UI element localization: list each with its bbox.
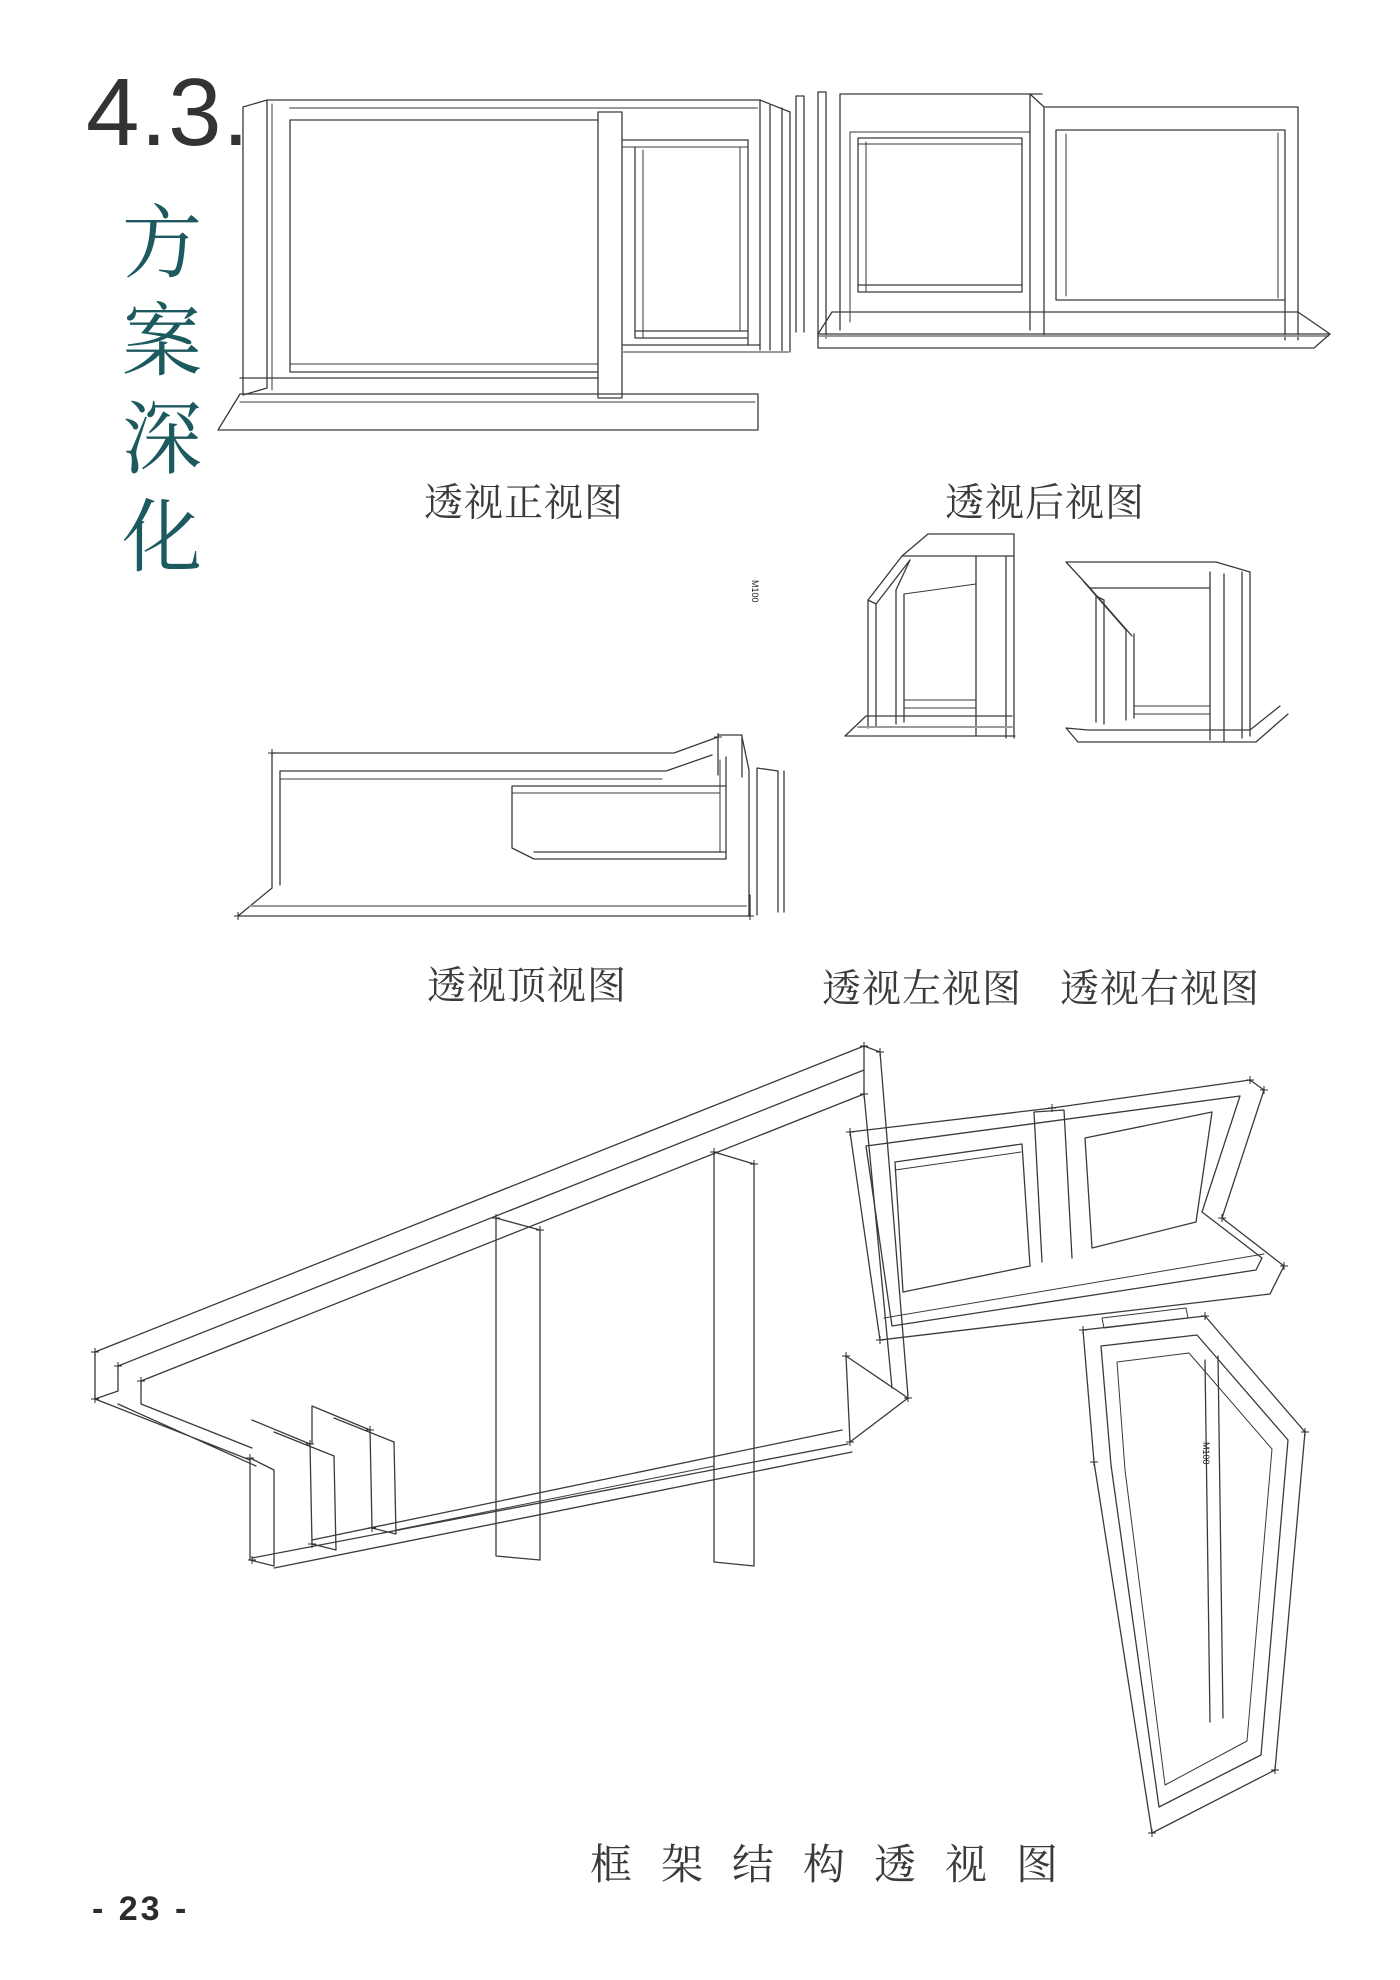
label-perspective-right-view: 透视右视图 (1059, 968, 1260, 1011)
section-title-char: 案 (122, 299, 202, 387)
section-title-char: 深 (122, 397, 202, 485)
label-perspective-front-view: 透视正视图 (423, 482, 624, 525)
drawing-frame-structure-perspective (91, 1042, 912, 1568)
section-number: 4.3. (86, 59, 251, 166)
drawing-tilted-frame-perspective (846, 1076, 1288, 1344)
drawing-perspective-back-view (796, 92, 1330, 348)
label-frame-structure-perspective: 框架结构透视图 (590, 1841, 1088, 1888)
drawing-perspective-top-view (234, 733, 784, 920)
page-number: - 23 - (92, 1890, 190, 1928)
drawing-perspective-right-view (1066, 562, 1288, 742)
label-perspective-left-view: 透视左视图 (821, 968, 1022, 1011)
label-perspective-top-view: 透视顶视图 (426, 965, 627, 1008)
section-title-char: 化 (122, 495, 202, 583)
dimension-mark-left-view: M100 (750, 580, 760, 603)
section-title-vertical (114, 196, 210, 588)
dimension-mark-hex-view: M100 (1201, 1442, 1211, 1465)
drawing-perspective-left-view (845, 534, 1015, 738)
label-perspective-back-view: 透视后视图 (944, 482, 1145, 525)
section-title-char: 方 (122, 201, 202, 289)
drawing-hexagonal-frame-perspective (1079, 1308, 1309, 1837)
